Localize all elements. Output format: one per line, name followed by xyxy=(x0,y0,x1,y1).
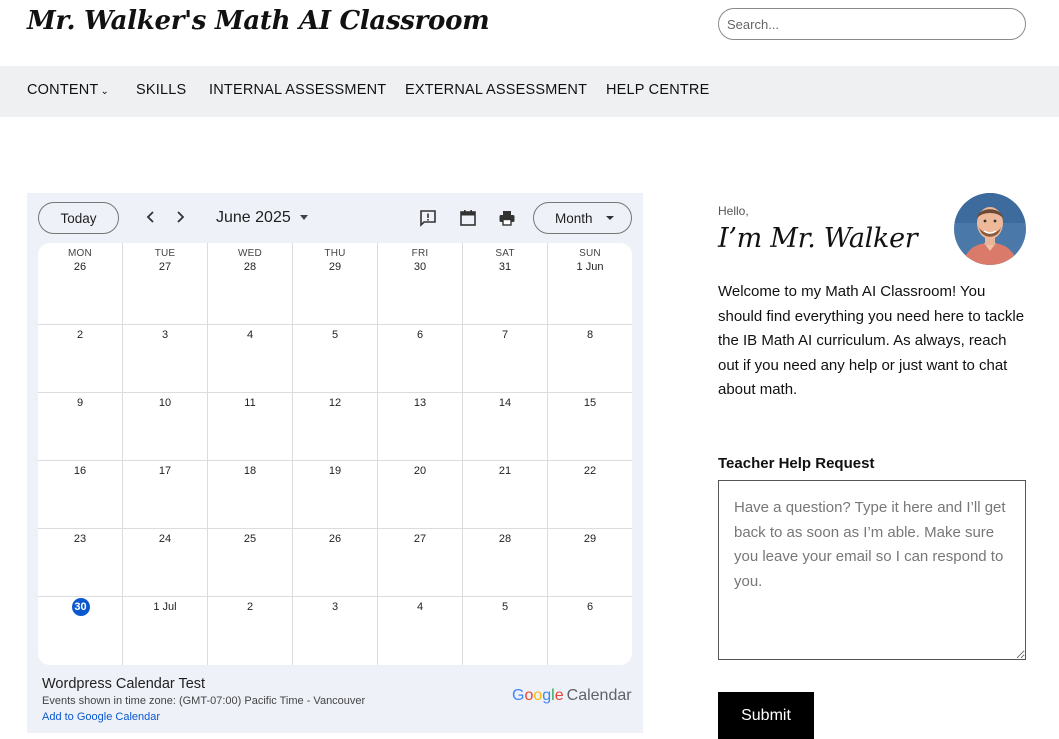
day-number[interactable]: 21 xyxy=(498,465,512,477)
month-title[interactable] xyxy=(216,209,308,227)
month-title-text: June 2025 xyxy=(216,209,291,226)
nav-item-skills[interactable]: SKILLS xyxy=(136,82,187,98)
feedback-icon[interactable] xyxy=(419,209,437,227)
weekday-label: SUN xyxy=(579,248,601,259)
day-number[interactable]: 28 xyxy=(243,261,257,273)
day-number[interactable]: 7 xyxy=(501,329,509,341)
weekday-label: MON xyxy=(68,248,92,259)
weekday-label: SAT xyxy=(495,248,515,259)
author-heading: I’m Mr. Walker xyxy=(718,223,918,254)
calendar-wordmark: Calendar xyxy=(566,687,632,704)
calendar-day-cell[interactable] xyxy=(378,243,463,325)
calendar-day-cell[interactable] xyxy=(293,393,378,461)
day-number[interactable]: 9 xyxy=(76,397,84,409)
calendar-day-cell[interactable] xyxy=(208,393,293,461)
today-button[interactable]: Today xyxy=(38,202,119,234)
google-wordmark-letter: g xyxy=(542,687,552,704)
google-wordmark xyxy=(512,687,564,704)
google-wordmark-letter: G xyxy=(512,687,525,704)
google-wordmark-letter: o xyxy=(524,687,534,704)
google-wordmark-letter: o xyxy=(533,687,543,704)
day-number[interactable]: 16 xyxy=(73,465,87,477)
submit-button[interactable]: Submit xyxy=(718,692,814,739)
calendar-day-cell[interactable] xyxy=(463,325,548,393)
day-number[interactable]: 20 xyxy=(413,465,427,477)
nav-item-label: CONTENT xyxy=(27,82,99,98)
site-header xyxy=(0,0,1059,66)
calendar-icon[interactable] xyxy=(459,209,477,227)
welcome-text: Welcome to my Math AI Classroom! You should find everything you need here to tackle the IB Math AI curriculum. As always, reach out if you need any help or just want to chat about math. xyxy=(718,283,1025,398)
day-number[interactable]: 4 xyxy=(416,601,424,613)
day-number[interactable]: 11 xyxy=(244,397,256,409)
google-wordmark-letter: e xyxy=(554,687,564,704)
calendar-day-cell[interactable] xyxy=(38,393,123,461)
calendar-day-cell[interactable] xyxy=(548,243,632,325)
day-number[interactable]: 12 xyxy=(328,397,342,409)
calendar-day-cell[interactable] xyxy=(123,325,208,393)
add-to-google-calendar-link[interactable]: Add to Google Calendar xyxy=(42,711,161,723)
calendar-day-cell[interactable] xyxy=(208,597,293,665)
chevron-down-icon: ⌄ xyxy=(100,86,110,97)
weekday-label: FRI xyxy=(411,248,429,259)
view-selector-label: Month xyxy=(555,210,593,226)
calendar-day-cell[interactable] xyxy=(548,461,632,529)
help-form-title: Teacher Help Request xyxy=(718,455,875,472)
day-number[interactable]: 26 xyxy=(328,533,342,545)
day-number[interactable]: 22 xyxy=(583,465,597,477)
calendar-day-cell[interactable] xyxy=(293,243,378,325)
day-number[interactable]: 3 xyxy=(161,329,169,341)
calendar-day-cell[interactable] xyxy=(123,393,208,461)
calendar-day-cell[interactable] xyxy=(548,393,632,461)
calendar-day-cell[interactable] xyxy=(378,325,463,393)
calendar-day-cell[interactable] xyxy=(208,461,293,529)
day-number[interactable]: 1 Jun xyxy=(576,261,604,273)
calendar-day-cell[interactable] xyxy=(123,243,208,325)
calendar-day-cell[interactable] xyxy=(123,529,208,597)
day-number[interactable]: 10 xyxy=(158,397,172,409)
calendar-day-cell[interactable] xyxy=(378,529,463,597)
day-number[interactable]: 15 xyxy=(583,397,597,409)
day-number[interactable]: 28 xyxy=(498,533,512,545)
main-nav xyxy=(0,66,1059,117)
chevron-right-icon[interactable] xyxy=(170,207,190,229)
calendar-day-cell[interactable] xyxy=(378,597,463,665)
chevron-left-icon[interactable] xyxy=(141,207,161,229)
calendar-day-cell[interactable] xyxy=(208,243,293,325)
caret-down-icon xyxy=(606,216,614,220)
day-number[interactable]: 6 xyxy=(586,601,594,613)
day-number[interactable]: 30 xyxy=(413,261,427,273)
calendar-day-cell[interactable] xyxy=(208,325,293,393)
day-number[interactable]: 5 xyxy=(331,329,339,341)
day-number[interactable]: 17 xyxy=(158,465,172,477)
day-number[interactable]: 1 Jul xyxy=(153,601,177,613)
month-grid xyxy=(38,243,632,665)
timezone-note: Events shown in time zone: (GMT-07:00) Pacific Time - Vancouver xyxy=(42,695,366,707)
day-number[interactable]: 29 xyxy=(328,261,342,273)
day-number[interactable]: 23 xyxy=(73,533,87,545)
weekday-label: TUE xyxy=(154,248,176,259)
day-number[interactable]: 3 xyxy=(331,601,339,613)
day-number[interactable]: 6 xyxy=(416,329,424,341)
day-number[interactable]: 13 xyxy=(413,397,427,409)
day-number[interactable]: 18 xyxy=(243,465,257,477)
calendar-day-cell[interactable] xyxy=(463,597,548,665)
day-number[interactable]: 27 xyxy=(158,261,172,273)
day-number[interactable]: 25 xyxy=(243,533,257,545)
calendar-day-cell[interactable] xyxy=(38,529,123,597)
calendar-name: Wordpress Calendar Test xyxy=(42,676,206,692)
search-input[interactable] xyxy=(718,8,1026,40)
google-calendar-logo[interactable] xyxy=(512,687,632,705)
calendar-day-cell[interactable] xyxy=(378,393,463,461)
calendar-day-cell[interactable] xyxy=(208,529,293,597)
calendar-day-cell[interactable] xyxy=(38,243,123,325)
calendar-day-cell[interactable] xyxy=(293,325,378,393)
day-number[interactable]: 24 xyxy=(158,533,172,545)
day-number[interactable]: 2 xyxy=(76,329,84,341)
today-date-marker[interactable]: 30 xyxy=(72,598,90,616)
print-icon[interactable] xyxy=(498,209,516,227)
weekday-label: THU xyxy=(324,248,346,259)
calendar-day-cell[interactable] xyxy=(123,597,208,665)
calendar-day-cell[interactable] xyxy=(463,393,548,461)
day-number[interactable]: 29 xyxy=(583,533,597,545)
site-title[interactable]: Mr. Walker's Math AI Classroom xyxy=(27,6,490,36)
help-request-textarea[interactable] xyxy=(718,480,1026,660)
nav-item-external-assessment[interactable]: EXTERNAL ASSESSMENT xyxy=(405,82,588,98)
calendar-day-cell[interactable] xyxy=(548,325,632,393)
day-number[interactable]: 4 xyxy=(246,329,254,341)
calendar-day-cell[interactable] xyxy=(548,597,632,665)
calendar-day-cell[interactable] xyxy=(38,597,123,665)
calendar-day-cell[interactable] xyxy=(38,461,123,529)
calendar-day-cell[interactable] xyxy=(123,461,208,529)
calendar-day-cell[interactable] xyxy=(293,529,378,597)
nav-item-internal-assessment[interactable]: INTERNAL ASSESSMENT xyxy=(209,82,387,98)
day-number[interactable]: 26 xyxy=(73,261,87,273)
day-number[interactable]: 14 xyxy=(498,397,512,409)
weekday-label: WED xyxy=(238,248,262,259)
calendar-day-cell[interactable] xyxy=(293,597,378,665)
calendar-day-cell[interactable] xyxy=(38,325,123,393)
calendar-day-cell[interactable] xyxy=(463,461,548,529)
day-number[interactable]: 5 xyxy=(501,601,509,613)
day-number[interactable]: 2 xyxy=(246,601,254,613)
day-number[interactable]: 8 xyxy=(586,329,594,341)
view-selector-button[interactable] xyxy=(533,202,632,234)
day-number[interactable]: 27 xyxy=(413,533,427,545)
hello-text: Hello, xyxy=(718,204,749,218)
nav-item-help-centre[interactable]: HELP CENTRE xyxy=(606,82,710,98)
google-calendar-embed xyxy=(27,193,643,733)
calendar-day-cell[interactable] xyxy=(463,243,548,325)
caret-down-icon xyxy=(300,215,308,220)
google-wordmark-letter: l xyxy=(551,687,555,704)
nav-item-content[interactable] xyxy=(27,82,109,98)
day-number[interactable]: 19 xyxy=(328,465,342,477)
calendar-day-cell[interactable] xyxy=(293,461,378,529)
calendar-day-cell[interactable] xyxy=(463,529,548,597)
day-number[interactable]: 31 xyxy=(498,261,512,273)
calendar-day-cell[interactable] xyxy=(378,461,463,529)
calendar-day-cell[interactable] xyxy=(548,529,632,597)
avatar xyxy=(954,193,1026,265)
